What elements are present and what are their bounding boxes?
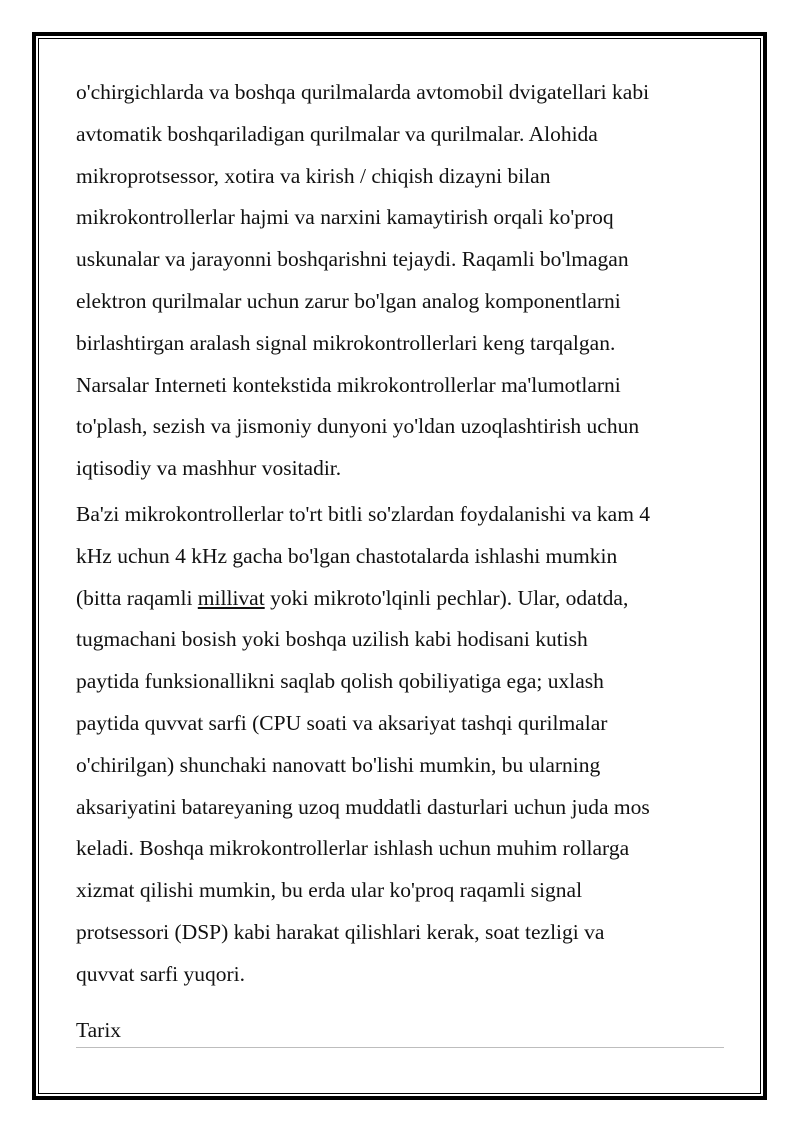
- text-line: avtomatik boshqariladigan qurilmalar va qurilmalar. Alohida: [76, 121, 598, 146]
- text-line: kHz uchun 4 kHz gacha bo'lgan chastotalarda ishlashi mumkin: [76, 543, 618, 568]
- millivat-link[interactable]: millivat: [197, 585, 265, 610]
- text-line: elektron qurilmalar uchun zarur bo'lgan analog komponentlarni: [76, 288, 621, 313]
- text-line: Ba'zi mikrokontrollerlar to'rt bitli so'zlardan foydalanishi va kam 4: [76, 501, 651, 526]
- section-heading: Tarix: [76, 1015, 724, 1048]
- text-line: aksariyatini batareyaning uzoq muddatli dasturlari uchun juda mos: [76, 794, 650, 819]
- text-line: quvvat sarfi yuqori.: [76, 961, 245, 986]
- text-line: mikroprotsessor, xotira va kirish / chiqish dizayni bilan: [76, 163, 551, 188]
- text-line: uskunalar va jarayonni boshqarishni tejaydi. Raqamli bo'lmagan: [76, 247, 629, 272]
- text-line: birlashtirgan aralash signal mikrokontrollerlari keng tarqalgan.: [76, 330, 616, 355]
- text-line: mikrokontrollerlar hajmi va narxini kamaytirish orqali ko'proq: [76, 205, 614, 230]
- text-fragment: yoki mikroto'lqinli pechlar). Ular, odatda,: [264, 585, 629, 610]
- text-line: keladi. Boshqa mikrokontrollerlar ishlash uchun muhim rollarga: [76, 836, 630, 861]
- text-line: o'chirgichlarda va boshqa qurilmalarda avtomobil dvigatellari kabi: [76, 80, 650, 104]
- text-line: protsessori (DSP) kabi harakat qilishlari kerak, soat tezligi va: [76, 919, 605, 944]
- text-line: to'plash, sezish va jismoniy dunyoni yo'ldan uzoqlashtirish uchun: [76, 414, 640, 439]
- text-line: Narsalar Interneti kontekstida mikrokontrollerlar ma'lumotlarni: [76, 372, 621, 397]
- text-line: o'chirilgan) shunchaki nanovatt bo'lishi mumkin, bu ularning: [76, 752, 601, 777]
- text-line: paytida funksionallikni saqlab qolish qobiliyatiga ega; uxlash: [76, 669, 604, 694]
- text-line: paytida quvvat sarfi (CPU soati va aksariyat tashqi qurilmalar: [76, 710, 608, 735]
- text-fragment: (bitta raqamli: [76, 585, 198, 610]
- document-body: [76, 72, 736, 996]
- text-line: xizmat qilishi mumkin, bu erda ular ko'proq raqamli signal: [76, 878, 583, 903]
- text-line: iqtisodiy va mashhur vositadir.: [76, 456, 342, 481]
- paragraph-2: [76, 494, 736, 996]
- text-line: [76, 578, 736, 620]
- text-line: tugmachani bosish yoki boshqa uzilish kabi hodisani kutish: [76, 627, 588, 652]
- paragraph-1: [76, 72, 736, 490]
